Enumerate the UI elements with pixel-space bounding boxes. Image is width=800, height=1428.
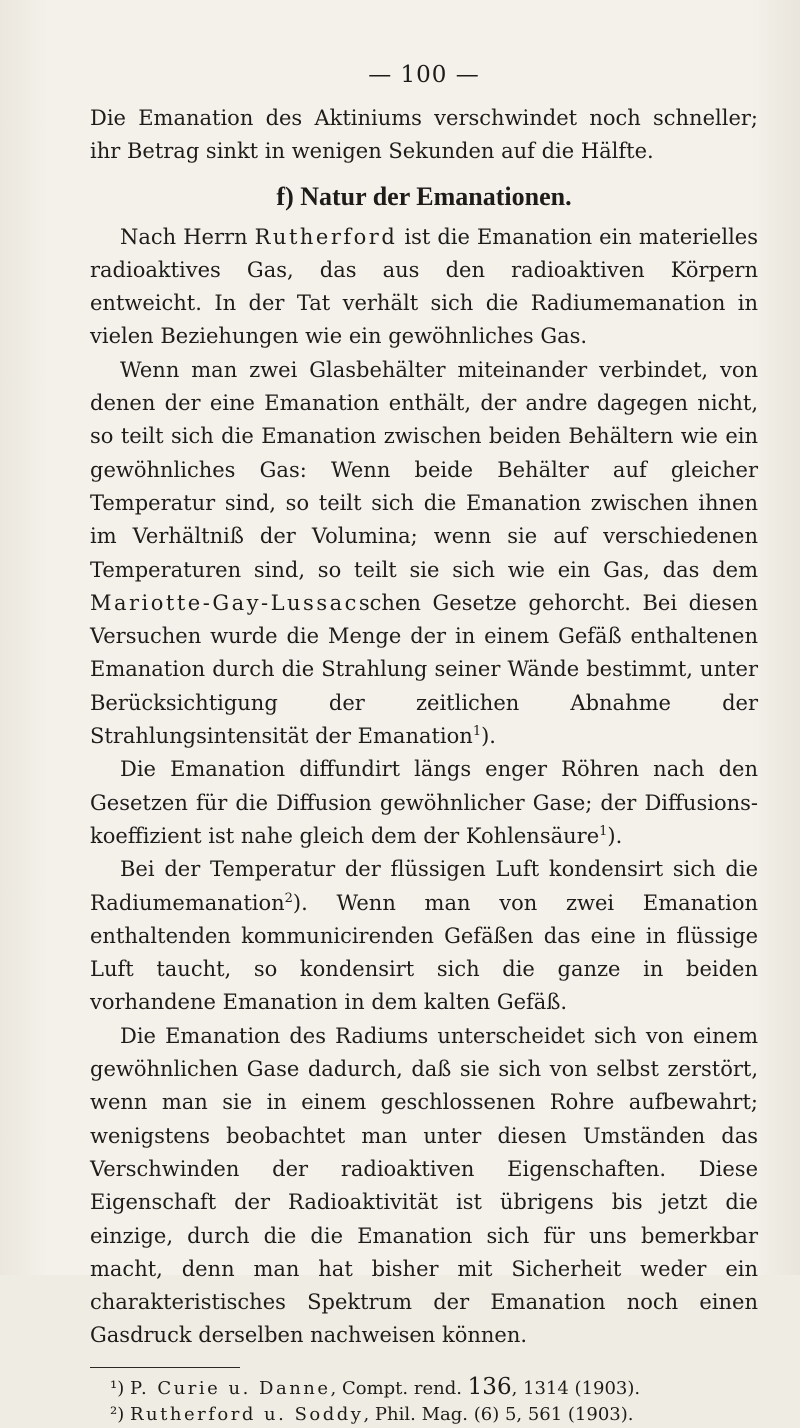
- paragraph-2-tail: ).: [481, 724, 496, 749]
- author-name-rutherford: Rutherford: [254, 224, 398, 249]
- paragraph-3-text: Die Emanation diffundirt längs enger Röhren nach den Gesetzen für die Diffusion gewöhnlicher Gase; der Diffusions-koeffizient ist nahe gleich dem der Kohlensäure: [90, 757, 758, 848]
- footnote-1-rest: , 1314 (1903).: [511, 1377, 641, 1399]
- footnote-2-authors: Rutherford u. Soddy: [129, 1403, 364, 1425]
- intro-line-1: Die Emanation des Aktiniums verschwindet noch schneller;: [90, 106, 758, 130]
- paragraph-4-rest: ). Wenn man von zwei Emanation enthaltenden kommunicirenden Gefäßen das eine in flüssige Luft taucht, so kondensirt sich die ganze in beiden vorhandene Emanation in dem kalten Gefäß.: [90, 890, 758, 1015]
- footnote-ref-1[interactable]: 1: [472, 724, 482, 740]
- footnote-2-mark: ²): [110, 1403, 125, 1425]
- law-name-mariotte-gay-lussac: Mariotte-Gay-Lussac: [90, 590, 359, 615]
- footnote-1: [110, 1374, 758, 1402]
- paragraph-1: [90, 221, 758, 354]
- page-number: — 100 —: [368, 62, 480, 88]
- paragraph-1-lead: Nach Herrn: [120, 224, 255, 249]
- footnote-2-volume: (6) 5: [473, 1403, 517, 1425]
- page-content: [90, 62, 758, 1428]
- paragraph-5: Die Emanation des Radiums unterscheidet sich von einem gewöhnlichen Gase dadurch, daß sie sich von selbst zerstört, wenn man sie in einem geschlossenen Rohre aufbewahrt; wenigstens beobachtet man unter diesen Umständen das Verschwinden der radioaktiven Eigenschaften. Diese Eigenschaft der Radioaktivität ist übrigens bis jetzt die einzige, durch die die Emanation sich für uns bemerkbar macht, denn man hat bisher mit Sicherheit weder ein charakteristisches Spektrum der Emanation noch einen Gasdruck derselben nachweisen können.: [90, 1023, 758, 1348]
- paragraph-2-lead: Wenn man zwei Glasbehälter miteinander verbindet, von denen der eine Emanation enthält, der andre dagegen nicht, so teilt sich die Emanation zwischen beiden Behältern wie ein gewöhnliches Gas: Wenn beide Behälter auf gleicher Temperatur sind, so teilt sich die Emanation zwischen ihnen im Verhältniß der Volumina; wenn sie auf verschiedenen Temperaturen sind, so teilt sie sich wie ein Gas, das dem: [90, 357, 758, 582]
- footnote-ref-2[interactable]: 2: [284, 890, 293, 906]
- paragraph-2-rest: schen Gesetze gehorcht. Bei diesen Versuchen wurde die Menge der in einem Gefäß enthaltenen Emanation durch die Strahlung seiner Wände bestimmt, unter Berücksichtigung der zeitlichen Abnahme der Strahlungsintensität der Emanation: [90, 590, 758, 749]
- paragraph-3: [90, 753, 758, 853]
- footnote-1-authors: P. Curie u. Danne: [129, 1377, 331, 1399]
- paragraph-4: [90, 853, 758, 1019]
- paragraph-4-lead: Bei der Temperatur der flüssigen Luft kondensirt sich die Radiumemanation: [90, 857, 758, 915]
- paragraph-2: [90, 354, 758, 754]
- paragraph-3-tail: ).: [607, 823, 623, 848]
- section-heading: f) Natur der Emanationen.: [276, 181, 572, 211]
- footnote-2-source: , Phil. Mag.: [363, 1403, 474, 1425]
- footnote-divider: [90, 1367, 240, 1368]
- paragraph-1-rest: ist die Emanation ein materielles radioaktives Gas, das aus den radioaktiven Körpern entweicht. In der Tat verhält sich die Radiumemanation in vielen Beziehungen wie ein gewöhnliches Gas.: [90, 224, 758, 349]
- footnote-ref-1b[interactable]: 1: [599, 823, 608, 839]
- footnote-1-volume: 136: [467, 1373, 512, 1400]
- footnote-2-rest: , 561 (1903).: [516, 1403, 634, 1425]
- footnote-2: [110, 1402, 758, 1428]
- footnote-1-mark: ¹): [110, 1377, 125, 1399]
- footnote-1-source: , Compt. rend.: [330, 1377, 468, 1399]
- intro-line-2: ihr Betrag sinkt in wenigen Sekunden auf die Hälfte.: [90, 139, 654, 164]
